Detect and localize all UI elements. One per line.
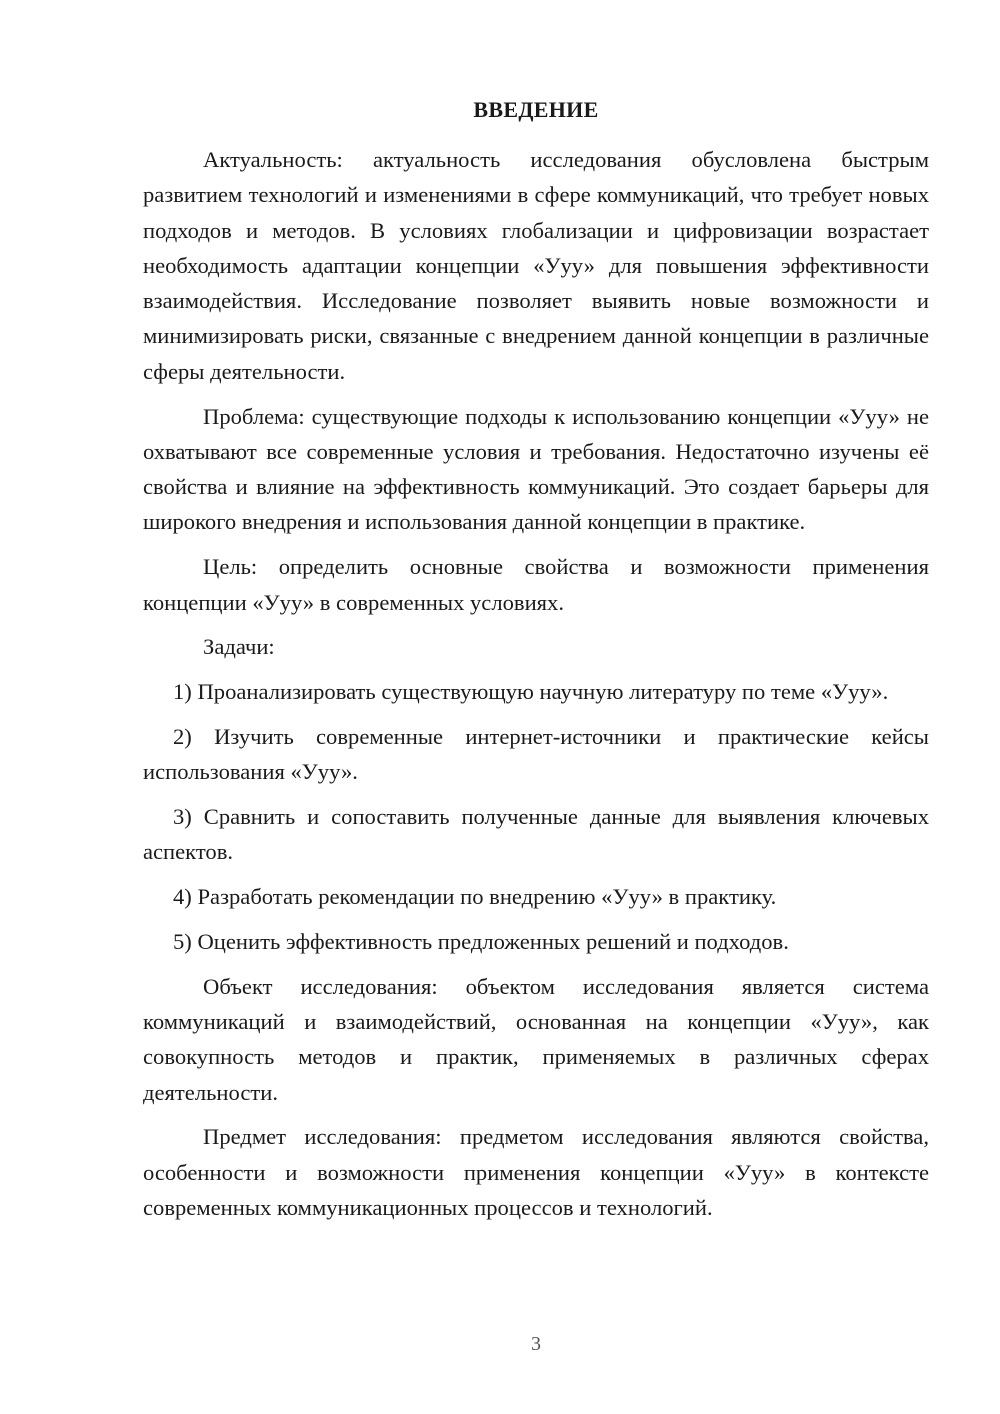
list-item: 1) Проанализировать существующую научную литературу по теме «Ууу». <box>173 679 889 705</box>
list-item: 2) Изучить современные интернет-источники и практические кейсы использования «Ууу». <box>143 723 929 785</box>
page-number: 3 <box>531 1333 541 1355</box>
paragraph-relevance: Актуальность: актуальность исследования обусловлена быстрым развитием технологий и изменениями в сфере коммуникаций, что требует новых подходов и методов. В условиях глобализации и цифровизации возрастает необходимость адаптации концепции «Ууу» для повышения эффективности взаимодействия. Исследование позволяет выявить новые возможности и минимизировать риски, связанные с внедрением данной концепции в различные сферы деятельности. <box>143 147 929 384</box>
paragraph-problem: Проблема: существующие подходы к использованию концепции «Ууу» не охватывают все современные условия и требования. Недостаточно изучены её свойства и влияние на эффективность коммуникаций. Это создает барьеры для широкого внедрения и использования данной концепции в практике. <box>143 403 929 535</box>
paragraph-object: Объект исследования: объектом исследования является система коммуникаций и взаимодействий, основанная на концепции «Ууу», как совокупность методов и практик, применяемых в различных сферах деятельности. <box>143 973 929 1105</box>
paragraph-goal: Цель: определить основные свойства и возможности применения концепции «Ууу» в современных условиях. <box>143 554 929 615</box>
list-item: 3) Сравнить и сопоставить полученные данные для выявления ключевых аспектов. <box>143 804 929 865</box>
list-item: 5) Оценить эффективность предложенных решений и подходов. <box>173 928 789 954</box>
paragraph-tasks-heading: Задачи: <box>203 634 275 660</box>
list-item: 4) Разработать рекомендации по внедрению «Ууу» в практику. <box>173 884 777 910</box>
page-title: ВВЕДЕНИЕ <box>473 97 599 122</box>
document-body <box>143 142 929 1235</box>
paragraph-subject: Предмет исследования: предметом исследования являются свойства, особенности и возможности применения концепции «Ууу» в контексте современных коммуникационных процессов и технологий. <box>143 1124 929 1221</box>
